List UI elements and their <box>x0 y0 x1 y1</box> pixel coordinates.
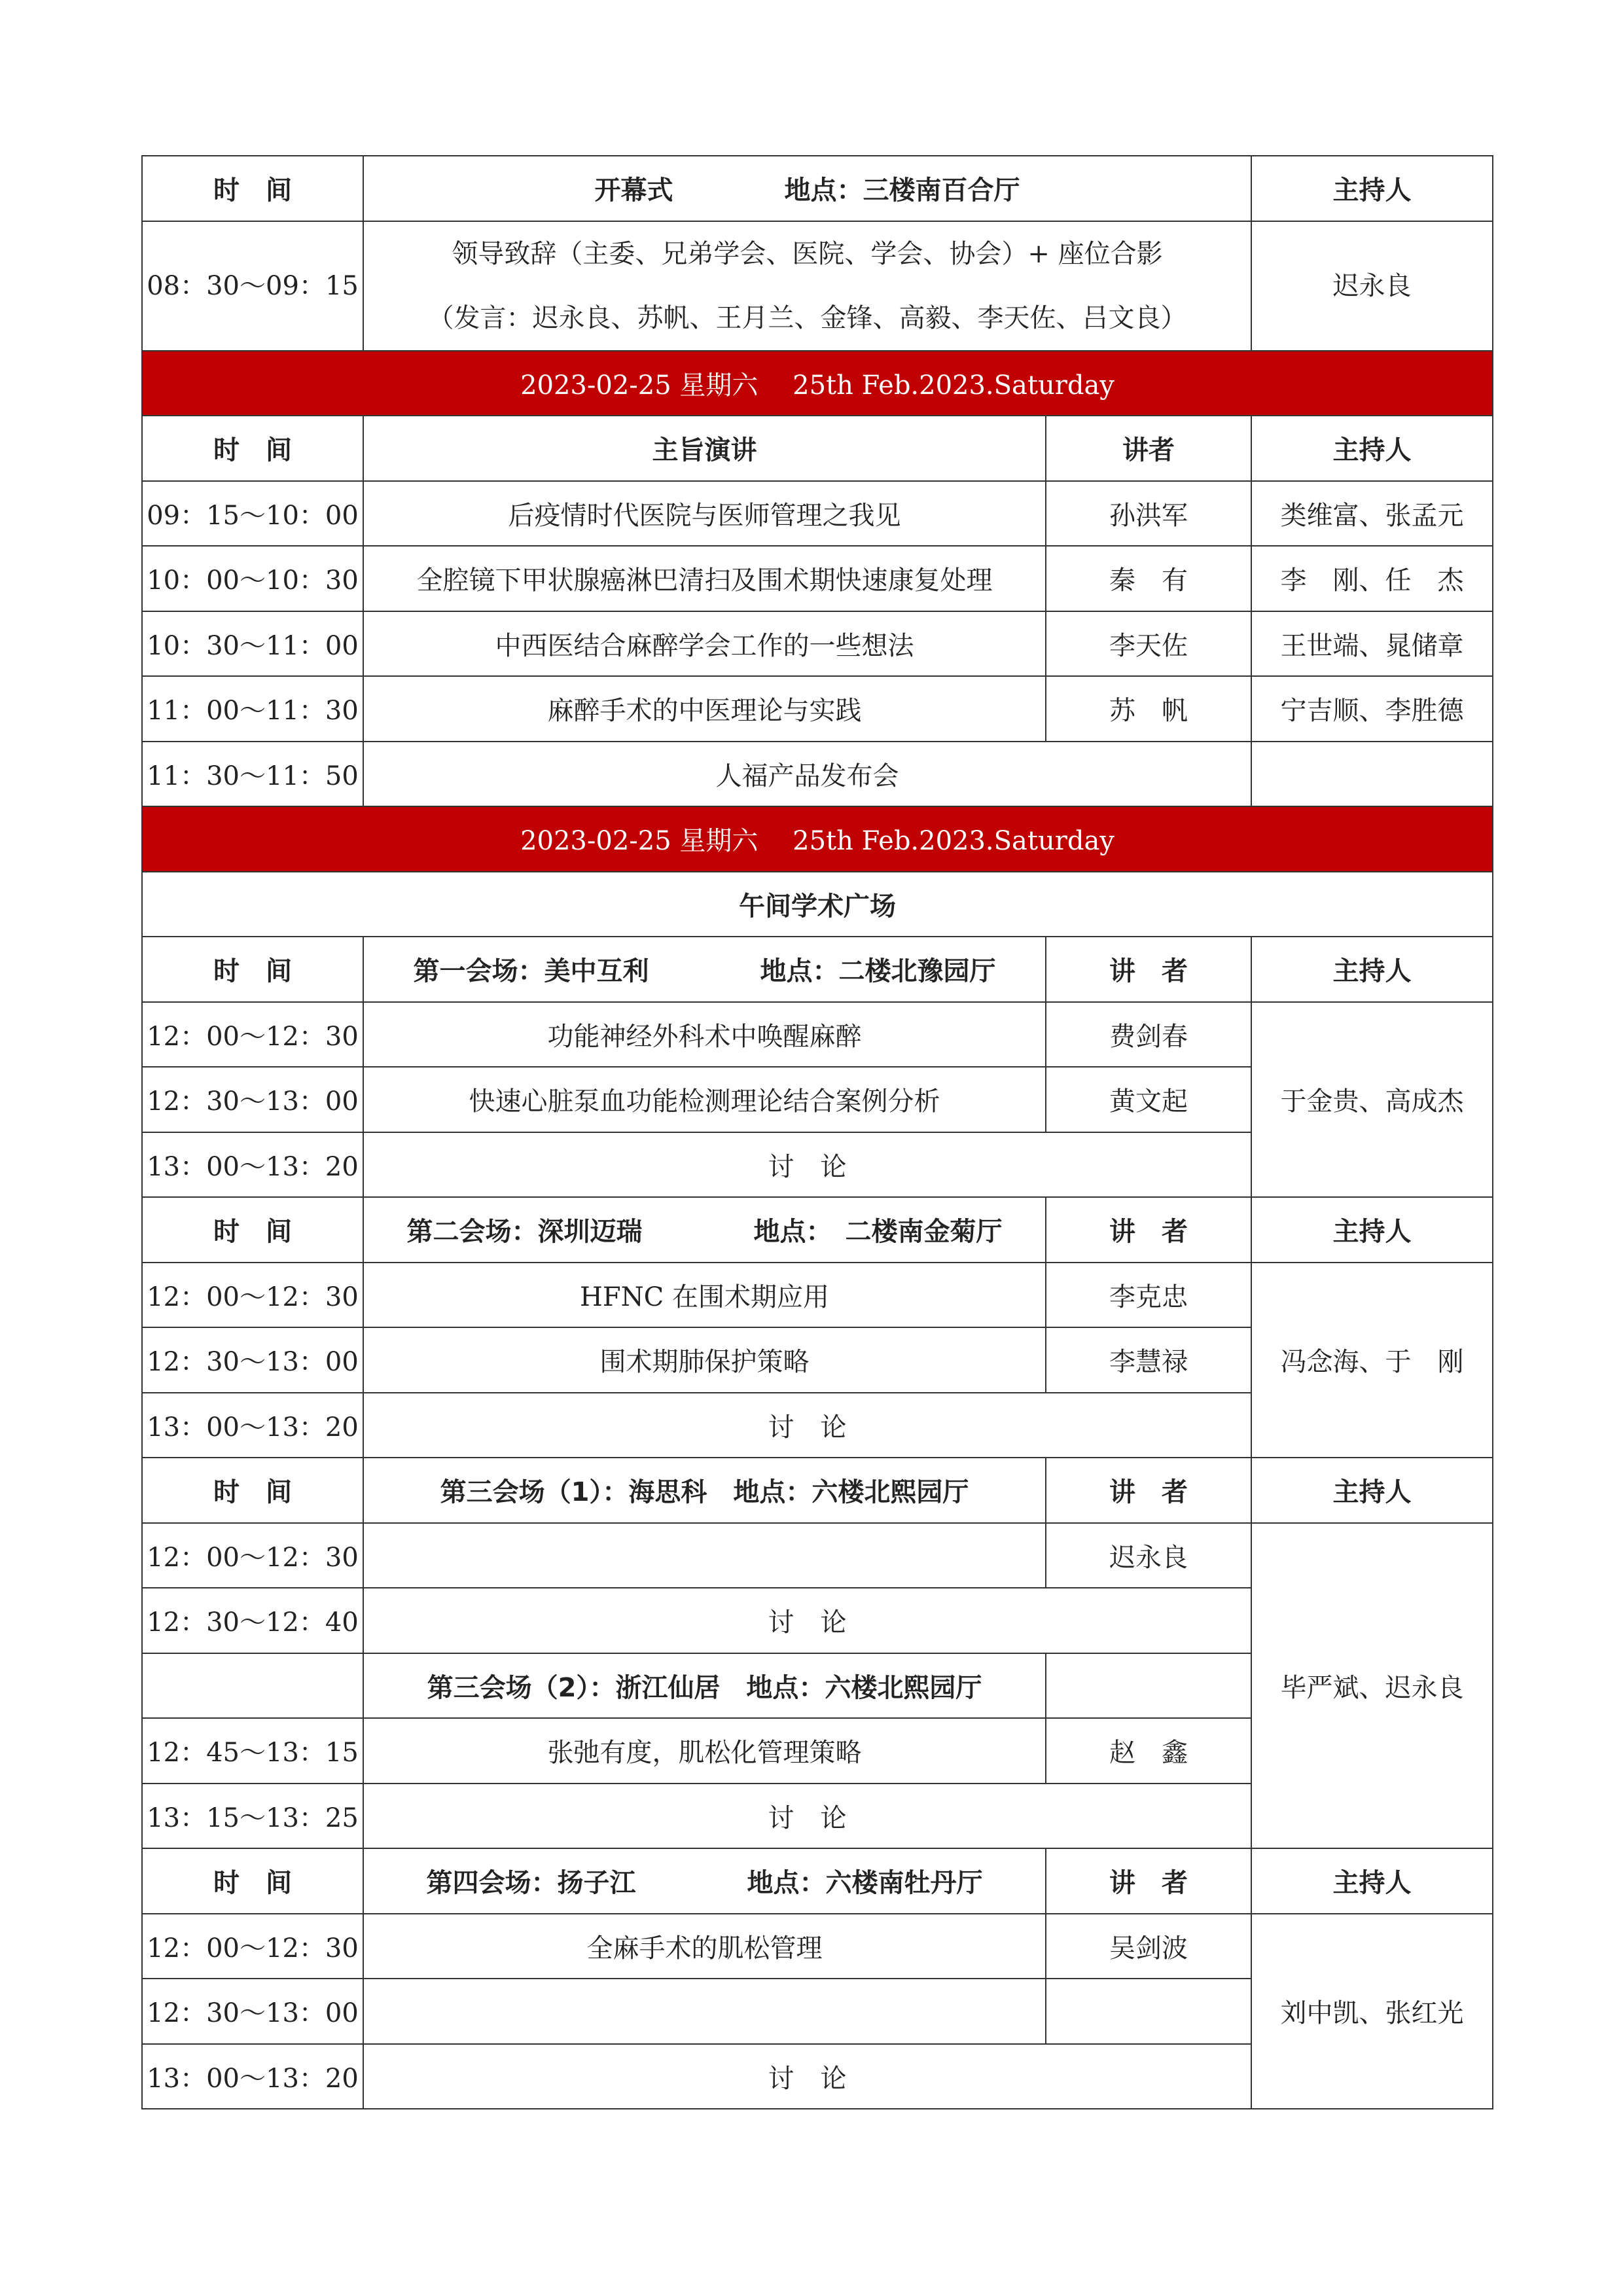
venue-name: 第四会场：扬子江 <box>426 1868 636 1899</box>
keynote-header-row <box>142 416 1493 481</box>
topic-cell: 后疫情时代医院与医师管理之我见 <box>363 481 1046 547</box>
header-time: 时 间 <box>142 1197 363 1263</box>
header-host: 主持人 <box>1251 1458 1493 1523</box>
speaker-cell: 李慧禄 <box>1046 1327 1251 1393</box>
time-cell: 12：30～13：00 <box>142 1979 363 2044</box>
discussion-cell: 讨 论 <box>363 1132 1251 1198</box>
table-row <box>142 481 1493 547</box>
speaker-cell: 赵 鑫 <box>1046 1718 1251 1784</box>
table-row <box>142 676 1493 742</box>
time-cell: 12：30～13：00 <box>142 1327 363 1393</box>
table-row <box>142 1263 1493 1328</box>
speaker-cell: 吴剑波 <box>1046 1914 1251 1979</box>
header-time: 时 间 <box>142 1458 363 1523</box>
table-row <box>142 546 1493 611</box>
venue-name: 第一会场：美中互利 <box>413 956 649 987</box>
table-row <box>142 611 1493 677</box>
header-speaker: 讲 者 <box>1046 937 1251 1002</box>
opening-title: 开幕式 <box>594 175 673 206</box>
time-cell: 12：45～13：15 <box>142 1718 363 1784</box>
speaker-cell: 迟永良 <box>1046 1523 1251 1588</box>
table-row <box>142 1914 1493 1979</box>
time-cell: 11：00～11：30 <box>142 676 363 742</box>
opening-host: 迟永良 <box>1251 221 1493 351</box>
venue3-header-row <box>142 1458 1493 1523</box>
topic-cell <box>363 1523 1046 1588</box>
host-cell <box>1251 742 1493 807</box>
header-speaker: 讲 者 <box>1046 1458 1251 1523</box>
topic-cell: 张弛有度，肌松化管理策略 <box>363 1718 1046 1784</box>
table-row <box>142 1523 1493 1588</box>
venue4-title-cell <box>363 1848 1046 1914</box>
empty-time-cell <box>142 1653 363 1719</box>
time-cell: 13：15～13：25 <box>142 1784 363 1849</box>
venue-name: 第二会场：深圳迈瑞 <box>406 1217 643 1247</box>
venue3-sub-title-cell <box>363 1653 1046 1719</box>
header-host: 主持人 <box>1251 1848 1493 1914</box>
time-cell: 10：30～11：00 <box>142 611 363 677</box>
opening-content <box>363 221 1251 351</box>
speaker-cell: 孙洪军 <box>1046 481 1251 547</box>
speaker-cell: 李克忠 <box>1046 1263 1251 1328</box>
venue-name: 第三会场（2）：浙江仙居 <box>427 1672 721 1703</box>
time-cell: 09：15～10：00 <box>142 481 363 547</box>
venue-location: 地点：二楼北豫园厅 <box>760 956 996 987</box>
plaza-title-row <box>142 872 1493 937</box>
venue4-header-row <box>142 1848 1493 1914</box>
time-cell: 12：00～12：30 <box>142 1523 363 1588</box>
host-cell: 于金贵、高成杰 <box>1251 1002 1493 1198</box>
topic-cell: 快速心脏泵血功能检测理论结合案例分析 <box>363 1067 1046 1132</box>
header-time: 时 间 <box>142 1848 363 1914</box>
venue1-header-row <box>142 937 1493 1002</box>
header-time: 时 间 <box>142 156 363 221</box>
speaker-cell: 费剑春 <box>1046 1002 1251 1067</box>
time-cell: 12：00～12：30 <box>142 1914 363 1979</box>
header-speaker: 讲 者 <box>1046 1848 1251 1914</box>
header-host: 主持人 <box>1251 156 1493 221</box>
table-row <box>142 1002 1493 1067</box>
time-cell: 13：00～13：20 <box>142 1132 363 1198</box>
topic-cell: 全麻手术的肌松管理 <box>363 1914 1046 1979</box>
header-keynote: 主旨演讲 <box>363 416 1046 481</box>
venue-location: 地点：六楼北熙园厅 <box>746 1672 982 1703</box>
discussion-cell: 讨 论 <box>363 2044 1251 2109</box>
table-row <box>142 742 1493 807</box>
opening-line-2: （发言：迟永良、苏帆、王月兰、金锋、高毅、李天佐、吕文良） <box>427 302 1187 333</box>
venue3-title-cell <box>363 1458 1046 1523</box>
empty-speaker-cell <box>1046 1653 1251 1719</box>
time-cell: 12：30～13：00 <box>142 1067 363 1132</box>
topic-cell: 全腔镜下甲状腺癌淋巴清扫及围术期快速康复处理 <box>363 546 1046 611</box>
opening-title-cell <box>363 156 1251 221</box>
speaker-cell <box>1046 1979 1251 2044</box>
speaker-cell: 黄文起 <box>1046 1067 1251 1132</box>
host-cell: 王世端、晁储章 <box>1251 611 1493 677</box>
topic-cell: 围术期肺保护策略 <box>363 1327 1046 1393</box>
speaker-cell: 苏 帆 <box>1046 676 1251 742</box>
host-cell: 冯念海、于 刚 <box>1251 1263 1493 1458</box>
venue2-header-row <box>142 1197 1493 1263</box>
topic-cell: HFNC 在围术期应用 <box>363 1263 1046 1328</box>
time-cell: 11：30～11：50 <box>142 742 363 807</box>
header-host: 主持人 <box>1251 937 1493 1002</box>
header-time: 时 间 <box>142 416 363 481</box>
opening-row <box>142 221 1493 351</box>
host-cell: 刘中凯、张红光 <box>1251 1914 1493 2109</box>
venue-location: 地点：六楼北熙园厅 <box>733 1477 969 1508</box>
date-bar <box>142 351 1493 416</box>
topic-cell: 麻醉手术的中医理论与实践 <box>363 676 1046 742</box>
venue1-title-cell <box>363 937 1046 1002</box>
venue-location: 地点： 二楼南金菊厅 <box>753 1217 1003 1247</box>
opening-header-row <box>142 156 1493 221</box>
header-speaker: 讲 者 <box>1046 1197 1251 1263</box>
opening-line-1: 领导致辞（主委、兄弟学会、医院、学会、协会）+ 座位合影 <box>452 238 1163 269</box>
time-cell: 12：30～12：40 <box>142 1588 363 1653</box>
venue-name: 第三会场（1）：海思科 <box>440 1477 707 1508</box>
topic-cell: 人福产品发布会 <box>363 742 1251 807</box>
topic-cell: 功能神经外科术中唤醒麻醉 <box>363 1002 1046 1067</box>
opening-time: 08：30～09：15 <box>142 221 363 351</box>
host-cell: 毕严斌、迟永良 <box>1251 1523 1493 1849</box>
speaker-cell: 秦 有 <box>1046 546 1251 611</box>
schedule-table <box>141 155 1493 2109</box>
host-cell: 类维富、张孟元 <box>1251 481 1493 547</box>
header-host: 主持人 <box>1251 1197 1493 1263</box>
discussion-cell: 讨 论 <box>363 1588 1251 1653</box>
venue-location: 地点：六楼南牡丹厅 <box>747 1868 983 1899</box>
date-bar <box>142 806 1493 872</box>
opening-location: 地点：三楼南百合厅 <box>784 175 1020 206</box>
discussion-cell: 讨 论 <box>363 1784 1251 1849</box>
time-cell: 10：00～10：30 <box>142 546 363 611</box>
topic-cell: 中西医结合麻醉学会工作的一些想法 <box>363 611 1046 677</box>
time-cell: 12：00～12：30 <box>142 1263 363 1328</box>
topic-cell <box>363 1979 1046 2044</box>
time-cell: 13：00～13：20 <box>142 1393 363 1458</box>
plaza-title: 午间学术广场 <box>142 872 1493 937</box>
time-cell: 12：00～12：30 <box>142 1002 363 1067</box>
date-bar-text: 2023-02-25 星期六 25th Feb.2023.Saturday <box>142 806 1493 872</box>
time-cell: 13：00～13：20 <box>142 2044 363 2109</box>
host-cell: 宁吉顺、李胜德 <box>1251 676 1493 742</box>
header-host: 主持人 <box>1251 416 1493 481</box>
discussion-cell: 讨 论 <box>363 1393 1251 1458</box>
header-speaker: 讲者 <box>1046 416 1251 481</box>
host-cell: 李 刚、任 杰 <box>1251 546 1493 611</box>
speaker-cell: 李天佐 <box>1046 611 1251 677</box>
venue2-title-cell <box>363 1197 1046 1263</box>
date-bar-text: 2023-02-25 星期六 25th Feb.2023.Saturday <box>142 351 1493 416</box>
header-time: 时 间 <box>142 937 363 1002</box>
